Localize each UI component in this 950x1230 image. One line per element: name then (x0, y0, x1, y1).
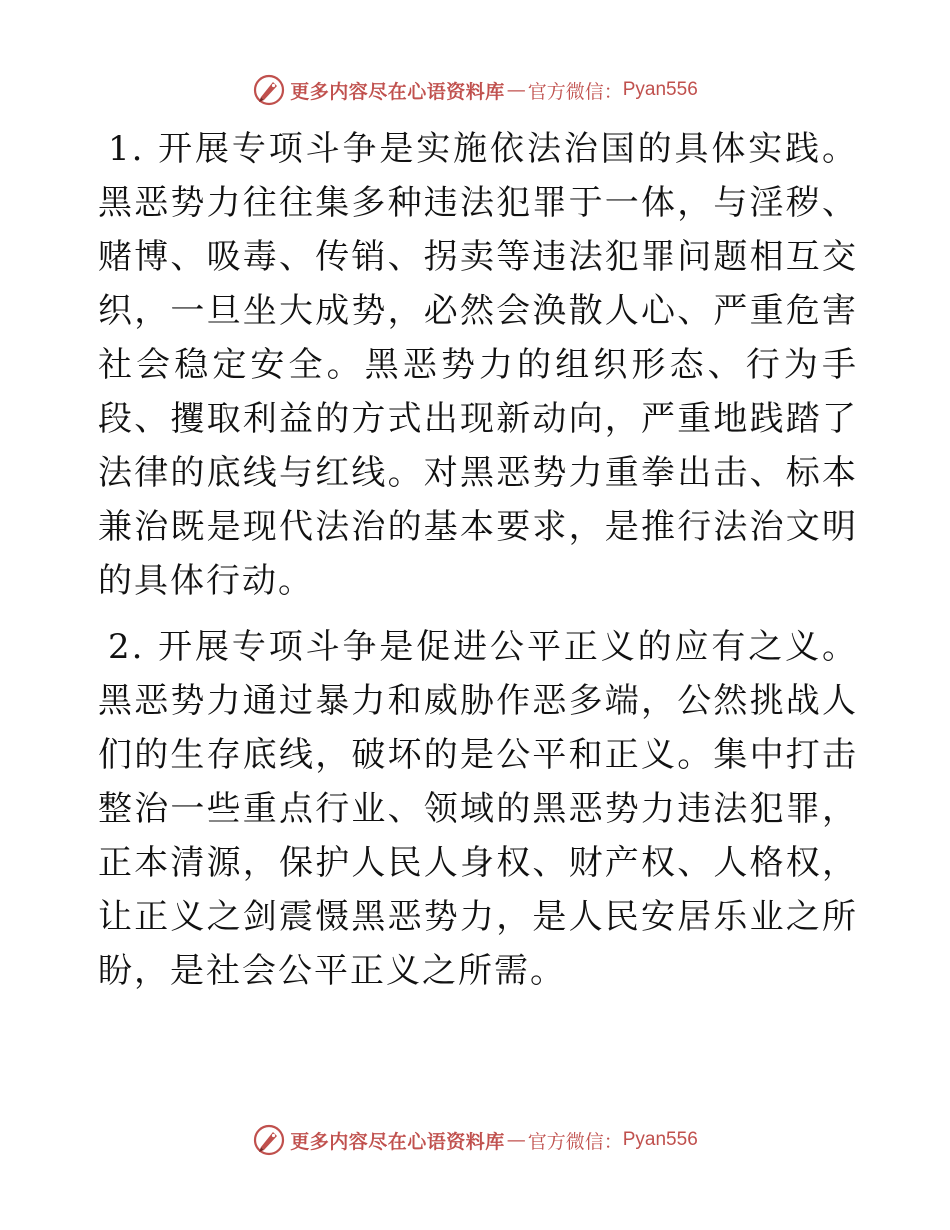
header-site-text: 更多内容尽在心语资料库 (290, 80, 505, 103)
footer-banner (0, 1120, 950, 1160)
paragraph-2 (98, 620, 858, 998)
header-wechat-label: 官方微信： (527, 80, 623, 103)
pen-nib-logo-icon (252, 73, 286, 107)
paragraph-1-text: 1. 开展专项斗争是实施依法治国的具体实践。黑恶势力往往集多种违法犯罪于一体，与淫秽、赌博、吸毒、传销、拐卖等违法犯罪问题相互交织，一旦坐大成势，必然会涣散人心、严重危害社会稳定安全。黑恶势力的组织形态、行为手段、攫取利益的方式出现新动向，严重地践踏了法律的底线与红线。对黑恶势力重拳出击、标本兼治既是现代法治的基本要求，是推行法治文明的具体行动。 (98, 129, 858, 601)
header-separator: — (506, 79, 526, 101)
footer-separator: — (506, 1129, 526, 1151)
paragraph-2-text: 2. 开展专项斗争是促进公平正义的应有之义。黑恶势力通过暴力和威胁作恶多端，公然挑战人们的生存底线，破坏的是公平和正义。集中打击整治一些重点行业、领域的黑恶势力违法犯罪，正本清源，保护人民人身权、财产权、人格权，让正义之剑震慑黑恶势力，是人民安居乐业之所盼，是社会公平正义之所需。 (98, 627, 858, 991)
footer-wechat-label: 官方微信： (527, 1130, 623, 1153)
paragraph-1 (98, 122, 858, 608)
header-wechat-id: Pyan556 (622, 79, 698, 100)
footer-site-text: 更多内容尽在心语资料库 (290, 1130, 505, 1153)
footer-wechat-id: Pyan556 (622, 1129, 698, 1150)
document-body (98, 122, 858, 998)
pen-nib-logo-icon (252, 1123, 286, 1157)
header-banner (0, 70, 950, 110)
